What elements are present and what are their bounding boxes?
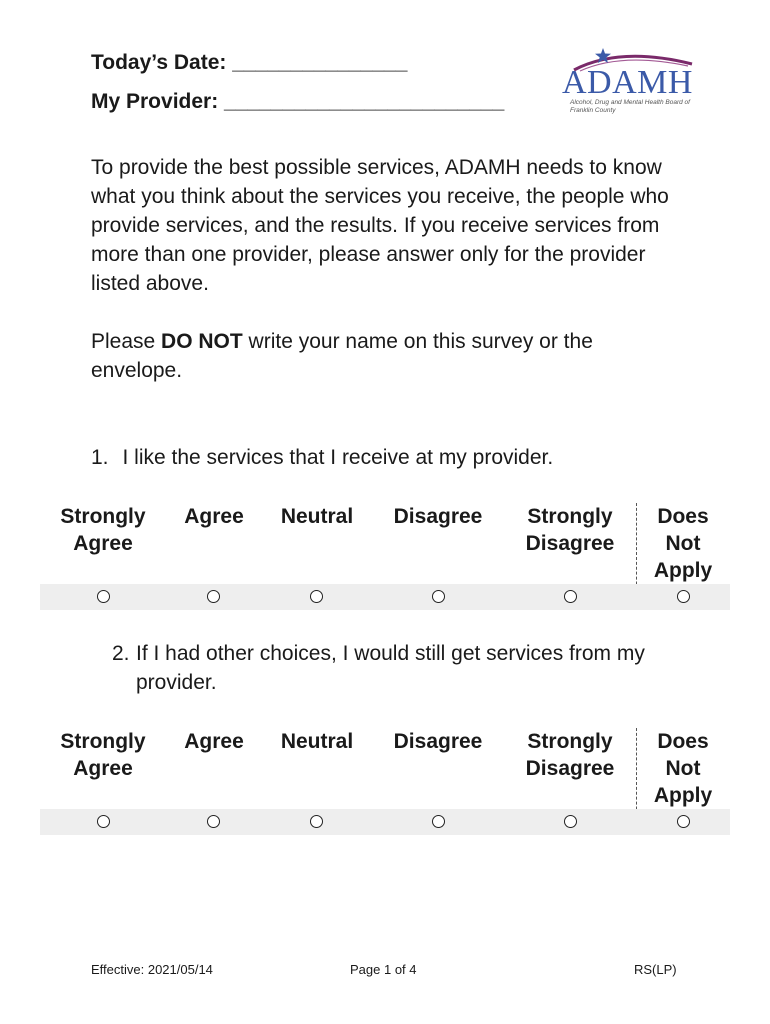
adamh-logo bbox=[560, 44, 700, 120]
radio-does-not-apply[interactable] bbox=[677, 590, 690, 603]
radio-strongly-disagree[interactable] bbox=[564, 590, 577, 603]
radio-agree[interactable] bbox=[207, 815, 220, 828]
scale-label-disagree: Disagree bbox=[393, 730, 483, 753]
scale-label-agree: Agree bbox=[184, 505, 244, 528]
privacy-note-prefix: Please bbox=[91, 330, 162, 353]
intro-paragraph: To provide the best possible services, ADAMH needs to know what you think about the services you receive, the people who provide services, and the results. If you receive services from more than one provider, please answer only for the provider listed above. bbox=[91, 156, 669, 295]
question-text: If I had other choices, I would still get services from my provider. bbox=[136, 642, 645, 694]
privacy-note-emphasis: DO NOT bbox=[161, 330, 243, 353]
scale-label-neutral: Neutral bbox=[280, 730, 354, 753]
radio-neutral[interactable] bbox=[310, 590, 323, 603]
answer-row bbox=[40, 809, 730, 835]
logo-wordmark: ADAMH bbox=[562, 64, 693, 101]
scale-label-strongly-disagree: Strongly Disagree bbox=[525, 730, 615, 780]
privacy-note-suffix: write your name on this survey or the envelope. bbox=[91, 330, 593, 382]
answer-row bbox=[40, 584, 730, 610]
question-number: 1. bbox=[91, 446, 109, 469]
question-number: 2. bbox=[112, 642, 130, 665]
question-text: I like the services that I receive at my provider. bbox=[122, 446, 554, 469]
question-2 bbox=[112, 639, 672, 697]
form-code: RS(LP) bbox=[634, 962, 677, 977]
radio-disagree[interactable] bbox=[432, 590, 445, 603]
radio-strongly-agree[interactable] bbox=[97, 590, 110, 603]
todays-date-field: Today’s Date: _______________ bbox=[91, 51, 408, 74]
scale-label-strongly-agree: Strongly Agree bbox=[60, 730, 146, 780]
radio-strongly-disagree[interactable] bbox=[564, 815, 577, 828]
scale-label-disagree: Disagree bbox=[393, 505, 483, 528]
scale-q1 bbox=[0, 503, 770, 613]
scale-label-strongly-agree: Strongly Agree bbox=[60, 505, 146, 555]
radio-neutral[interactable] bbox=[310, 815, 323, 828]
page-number: Page 1 of 4 bbox=[350, 962, 417, 977]
scale-label-agree: Agree bbox=[184, 730, 244, 753]
scale-label-neutral: Neutral bbox=[280, 505, 354, 528]
question-1 bbox=[91, 443, 553, 472]
scale-label-does-not-apply: Does Not Apply bbox=[653, 505, 713, 582]
radio-disagree[interactable] bbox=[432, 815, 445, 828]
scale-q2 bbox=[0, 728, 770, 838]
effective-date: Effective: 2021/05/14 bbox=[91, 962, 213, 977]
scale-label-strongly-disagree: Strongly Disagree bbox=[525, 505, 615, 555]
scale-label-does-not-apply: Does Not Apply bbox=[653, 730, 713, 807]
logo-subtitle: Alcohol, Drug and Mental Health Board of Franklin County bbox=[570, 99, 690, 114]
radio-does-not-apply[interactable] bbox=[677, 815, 690, 828]
radio-agree[interactable] bbox=[207, 590, 220, 603]
privacy-note bbox=[91, 327, 661, 385]
my-provider-field: My Provider: ________________________ bbox=[91, 90, 505, 113]
radio-strongly-agree[interactable] bbox=[97, 815, 110, 828]
